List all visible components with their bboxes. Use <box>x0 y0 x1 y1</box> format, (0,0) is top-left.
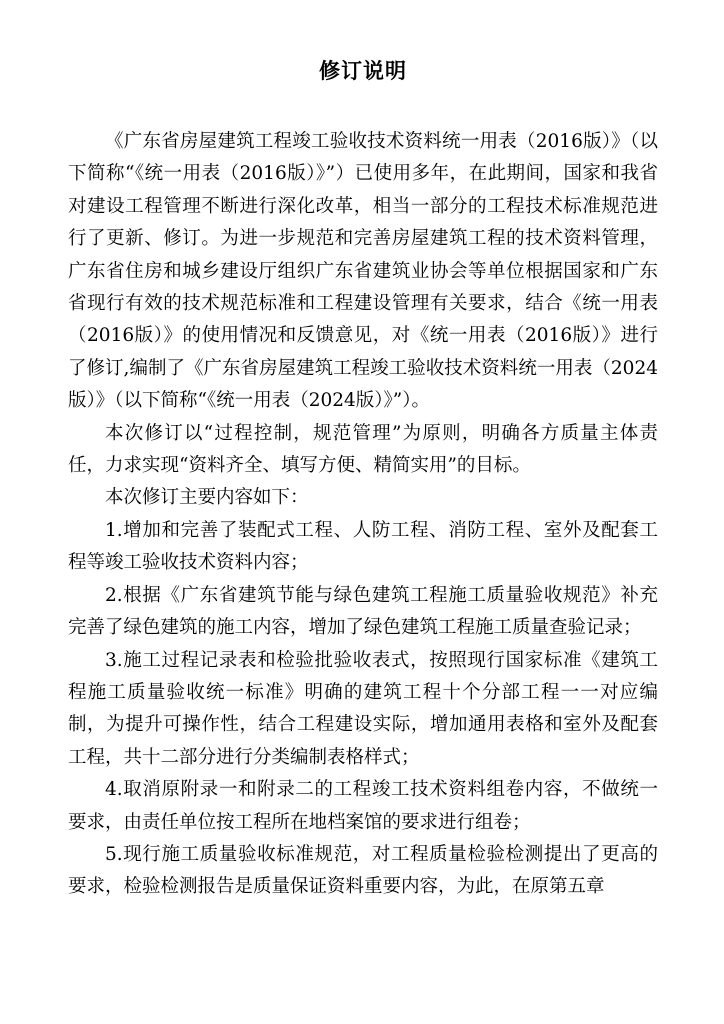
document-body <box>68 126 658 904</box>
paragraph-item-4: 4.取消原附录一和附录二的工程竣工技术资料组卷内容，不做统一要求，由责任单位按工程所在地档案馆的要求进行组卷； <box>68 779 658 833</box>
paragraph-intro: 《广东省房屋建筑工程竣工验收技术资料统一用表（2016版）》（以下简称“《统一用表（2016版）》”）已使用多年，在此期间，国家和我省对建设工程管理不断进行深化改革，相当一部分的工程技术标准规范进行了更新、修订。为进一步规范和完善房屋建筑工程的技术资料管理，广东省住房和城乡建设厅组织广东省建筑业协会等单位根据国家和广东省现行有效的技术规范标准和工程建设管理有关要求，结合《统一用表（2016版）》的使用情况和反馈意见，对《统一用表（2016版）》进行了修订,编制了《广东省房屋建筑工程竣工验收技术资料统一用表（2024版）》（以下简称“《统一用表（2024版）》”）。 <box>68 131 658 412</box>
paragraph-item-5: 5.现行施工质量验收标准规范，对工程质量检验检测提出了更高的要求，检验检测报告是质量保证资料重要内容，为此，在原第五章 <box>68 843 658 898</box>
paragraph-principle: 本次修订以“过程控制，规范管理”为原则，明确各方质量主体责任，力求实现“资料齐全、填写方便、精简实用”的目标。 <box>68 422 658 477</box>
paragraph-item-2: 2.根据《广东省建筑节能与绿色建筑工程施工质量验收规范》补充完善了绿色建筑的施工内容，增加了绿色建筑工程施工质量查验记录； <box>68 584 658 639</box>
paragraph-contents-intro: 本次修订主要内容如下： <box>105 487 309 509</box>
paragraph-item-1: 1.增加和完善了装配式工程、人防工程、消防工程、室外及配套工程等竣工验收技术资料内容； <box>68 519 658 574</box>
paragraph-item-3: 3.施工过程记录表和检验批验收表式，按照现行国家标准《建筑工程施工质量验收统一标准》明确的建筑工程十个分部工程一一对应编制，为提升可操作性，结合工程建设实际，增加通用表格和室外及配套工程，共十二部分进行分类编制表格样式； <box>68 649 658 768</box>
page-title: 修订说明 <box>319 59 407 83</box>
